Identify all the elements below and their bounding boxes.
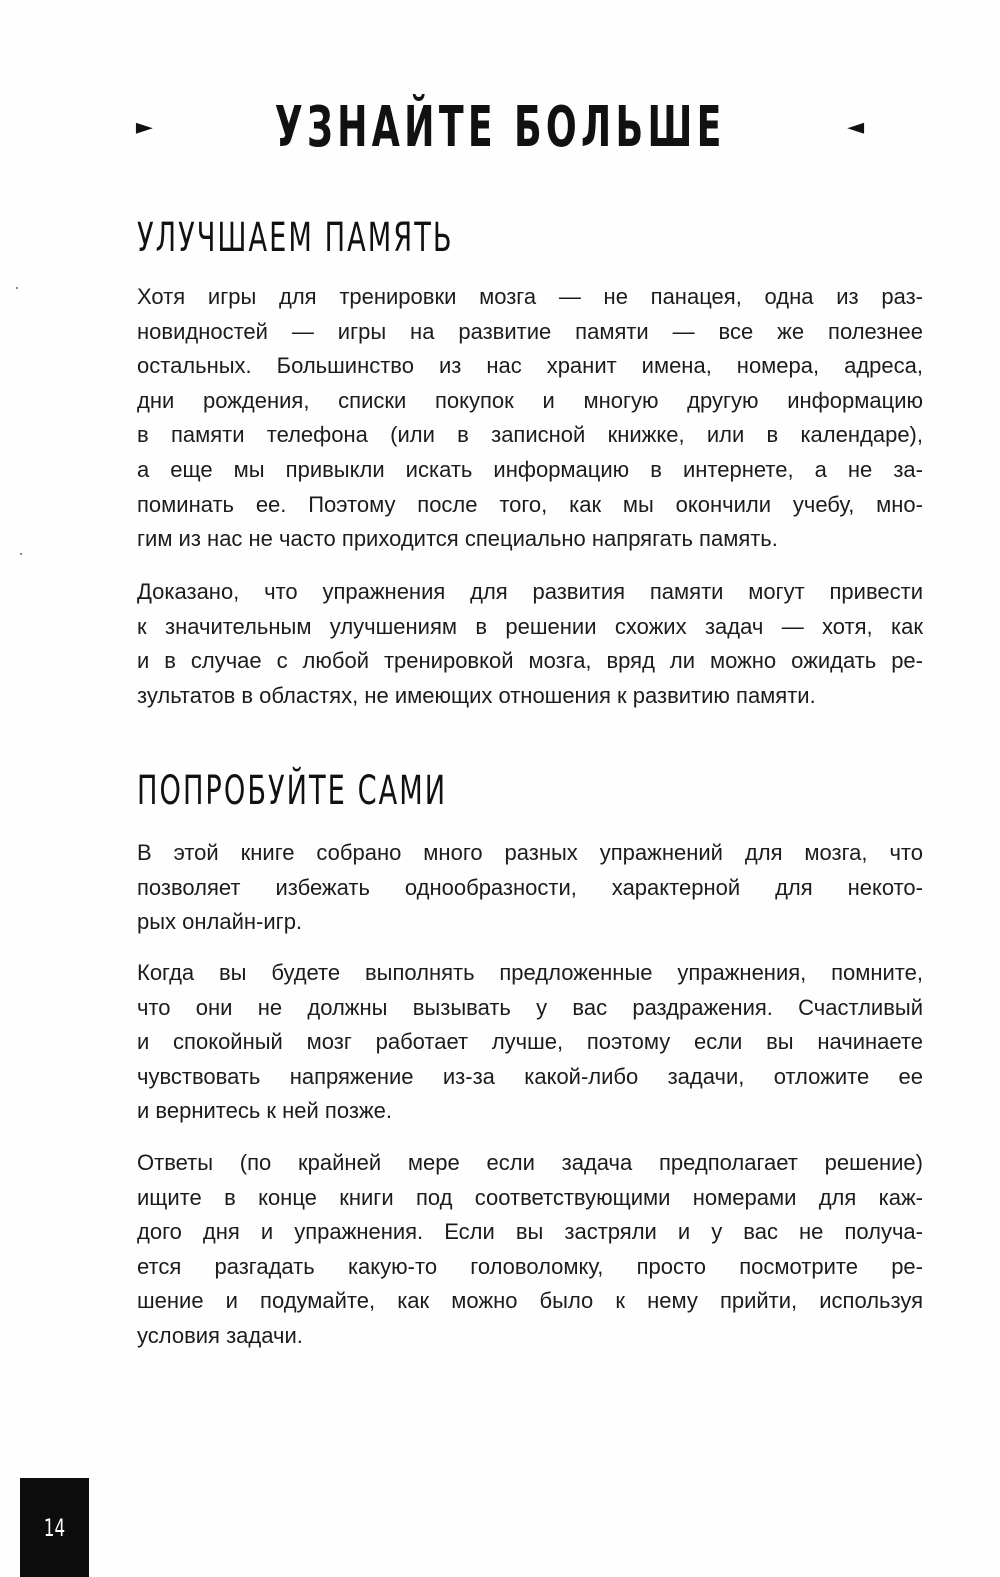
text-line: гим из нас не часто приходится специально напрягать память. — [137, 526, 778, 552]
text-line: В этой книге собрано много разных упражнений для мозга, что — [137, 840, 923, 865]
text-line: чувствовать напряжение из-за какой-либо задачи, отложите ее — [137, 1063, 923, 1089]
text-line: Ответы (по крайней мере если задача предполагает решение) — [137, 1150, 923, 1175]
text-line: позволяет избежать однообразности, характерной для некото- — [137, 874, 923, 900]
text-line: остальных. Большинство из нас хранит имена, номера, адреса, — [137, 353, 923, 379]
text-line: Доказано, что упражнения для развития памяти могут привести — [137, 579, 923, 604]
page-number: 14 — [43, 1514, 66, 1542]
paragraph — [137, 1146, 923, 1354]
page-title — [0, 92, 1000, 162]
text-line: а еще мы привыкли искать информацию в интернете, а не за- — [137, 456, 923, 482]
text-line: ется разгадать какую-то головоломку, просто посмотрите ре- — [137, 1253, 923, 1279]
text-line: дни рождения, списки покупок и многую другую информацию — [137, 387, 923, 413]
paragraph — [137, 575, 923, 713]
text-line: рых онлайн-игр. — [137, 909, 303, 935]
text-line: ищите в конце книги под соответствующими номерами для каж- — [137, 1184, 923, 1210]
paragraph — [137, 280, 923, 557]
text-line: в памяти телефона (или в записной книжке, или в календаре), — [137, 422, 923, 448]
scan-speck — [16, 287, 18, 289]
text-line: и вернитесь к ней позже. — [137, 1098, 392, 1124]
paragraph — [137, 836, 923, 940]
text-line: поминать ее. Поэтому после того, как мы окончили учебу, мно- — [137, 491, 923, 517]
text-line: условия задачи. — [137, 1322, 303, 1348]
title-marker-right-icon: ◄ — [847, 114, 865, 140]
text-line: и спокойный мозг работает лучше, поэтому если вы начинаете — [137, 1029, 923, 1055]
paragraph — [137, 956, 923, 1129]
scan-speck — [20, 553, 22, 555]
section-heading-memory: УЛУЧШАЕМ ПАМЯТЬ — [137, 215, 454, 261]
title-marker-left-icon: ► — [135, 114, 153, 140]
text-line: к значительным улучшениям в решении схожих задач — хотя, как — [137, 613, 923, 639]
text-line: новидностей — игры на развитие памяти — все же полезнее — [137, 318, 923, 344]
text-line: что они не должны вызывать у вас раздражения. Счастливый — [137, 994, 923, 1020]
page-title-text: УЗНАЙТЕ БОЛЬШЕ — [274, 94, 726, 160]
text-line: Когда вы будете выполнять предложенные упражнения, помните, — [137, 960, 923, 985]
page-number-tab — [20, 1478, 89, 1577]
text-line: дого дня и упражнения. Если вы застряли и у вас не получа- — [137, 1219, 923, 1245]
text-line: и в случае с любой тренировкой мозга, вряд ли можно ожидать ре- — [137, 648, 923, 674]
text-line: шение и подумайте, как можно было к нему прийти, используя — [137, 1288, 923, 1314]
text-line: зультатов в областях, не имеющих отношения к развитию памяти. — [137, 682, 816, 708]
text-line: Хотя игры для тренировки мозга — не панацея, одна из раз- — [137, 284, 923, 309]
section-heading-try-yourself: ПОПРОБУЙТЕ САМИ — [137, 768, 448, 814]
